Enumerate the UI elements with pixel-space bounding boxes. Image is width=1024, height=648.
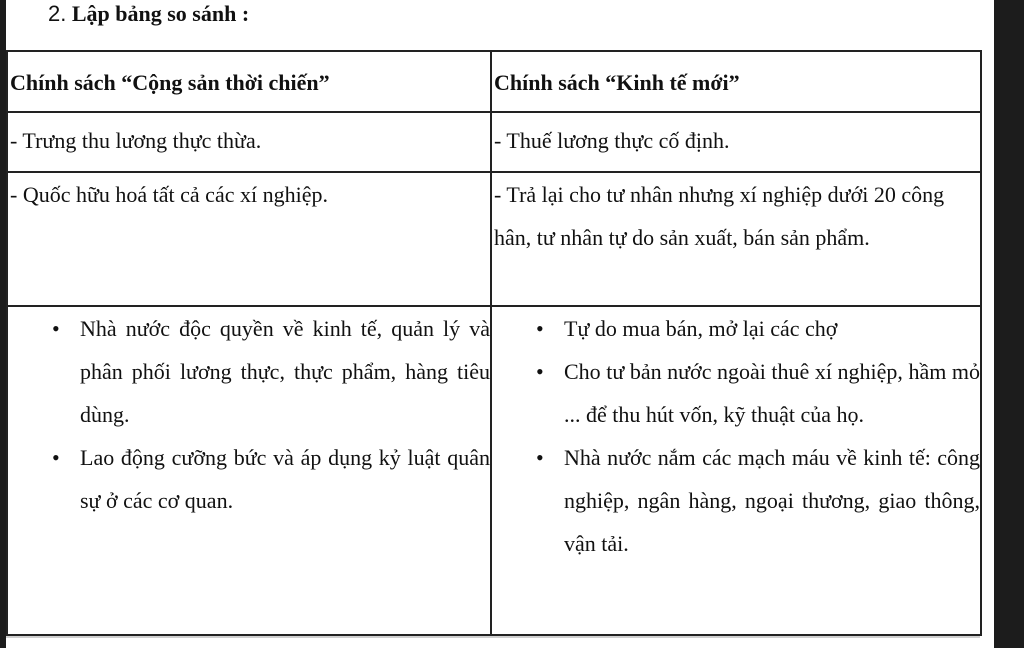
heading-title: Lập bảng so sánh : [71,1,250,26]
table-row [7,306,981,635]
cell-left-row1: - Trưng thu lương thực thừa. [7,112,491,172]
cell-right-row2: - Trả lại cho tư nhân nhưng xí nghiệp dưới 20 công hân, tư nhân tự do sản xuất, bán sản phẩm. [491,172,981,306]
table-row [7,172,981,306]
right-dark-border [994,0,1024,648]
list-item: • Tự do mua bán, mở lại các chợ [564,307,980,350]
table-header-row [7,51,981,112]
cell-left-row3 [7,306,491,635]
cell-right-row3 [491,306,981,635]
comparison-table [6,50,982,636]
list-item: • Nhà nước nắm các mạch máu về kinh tế: công nghiệp, ngân hàng, ngoại thương, giao thông, vận tải. [564,436,980,565]
heading-number: 2. [48,1,67,26]
header-war-communism: Chính sách “Cộng sản thời chiến” [7,51,491,112]
section-heading [48,0,249,28]
list-item: • Lao động cưỡng bức và áp dụng kỷ luật quân sự ở các cơ quan. [80,436,490,522]
table-row [7,112,981,172]
left-bullet-list [10,307,490,522]
cell-left-row2: - Quốc hữu hoá tất cả các xí nghiệp. [7,172,491,306]
list-item: • Nhà nước độc quyền về kinh tế, quản lý và phân phối lương thực, thực phẩm, hàng tiêu dùng. [80,307,490,436]
header-new-economic-policy: Chính sách “Kinh tế mới” [491,51,981,112]
list-item: • Cho tư bản nước ngoài thuê xí nghiệp, hầm mỏ ... để thu hút vốn, kỹ thuật của họ. [564,350,980,436]
right-bullet-list [494,307,980,565]
bottom-divider [6,636,980,638]
cell-right-row1: - Thuế lương thực cố định. [491,112,981,172]
